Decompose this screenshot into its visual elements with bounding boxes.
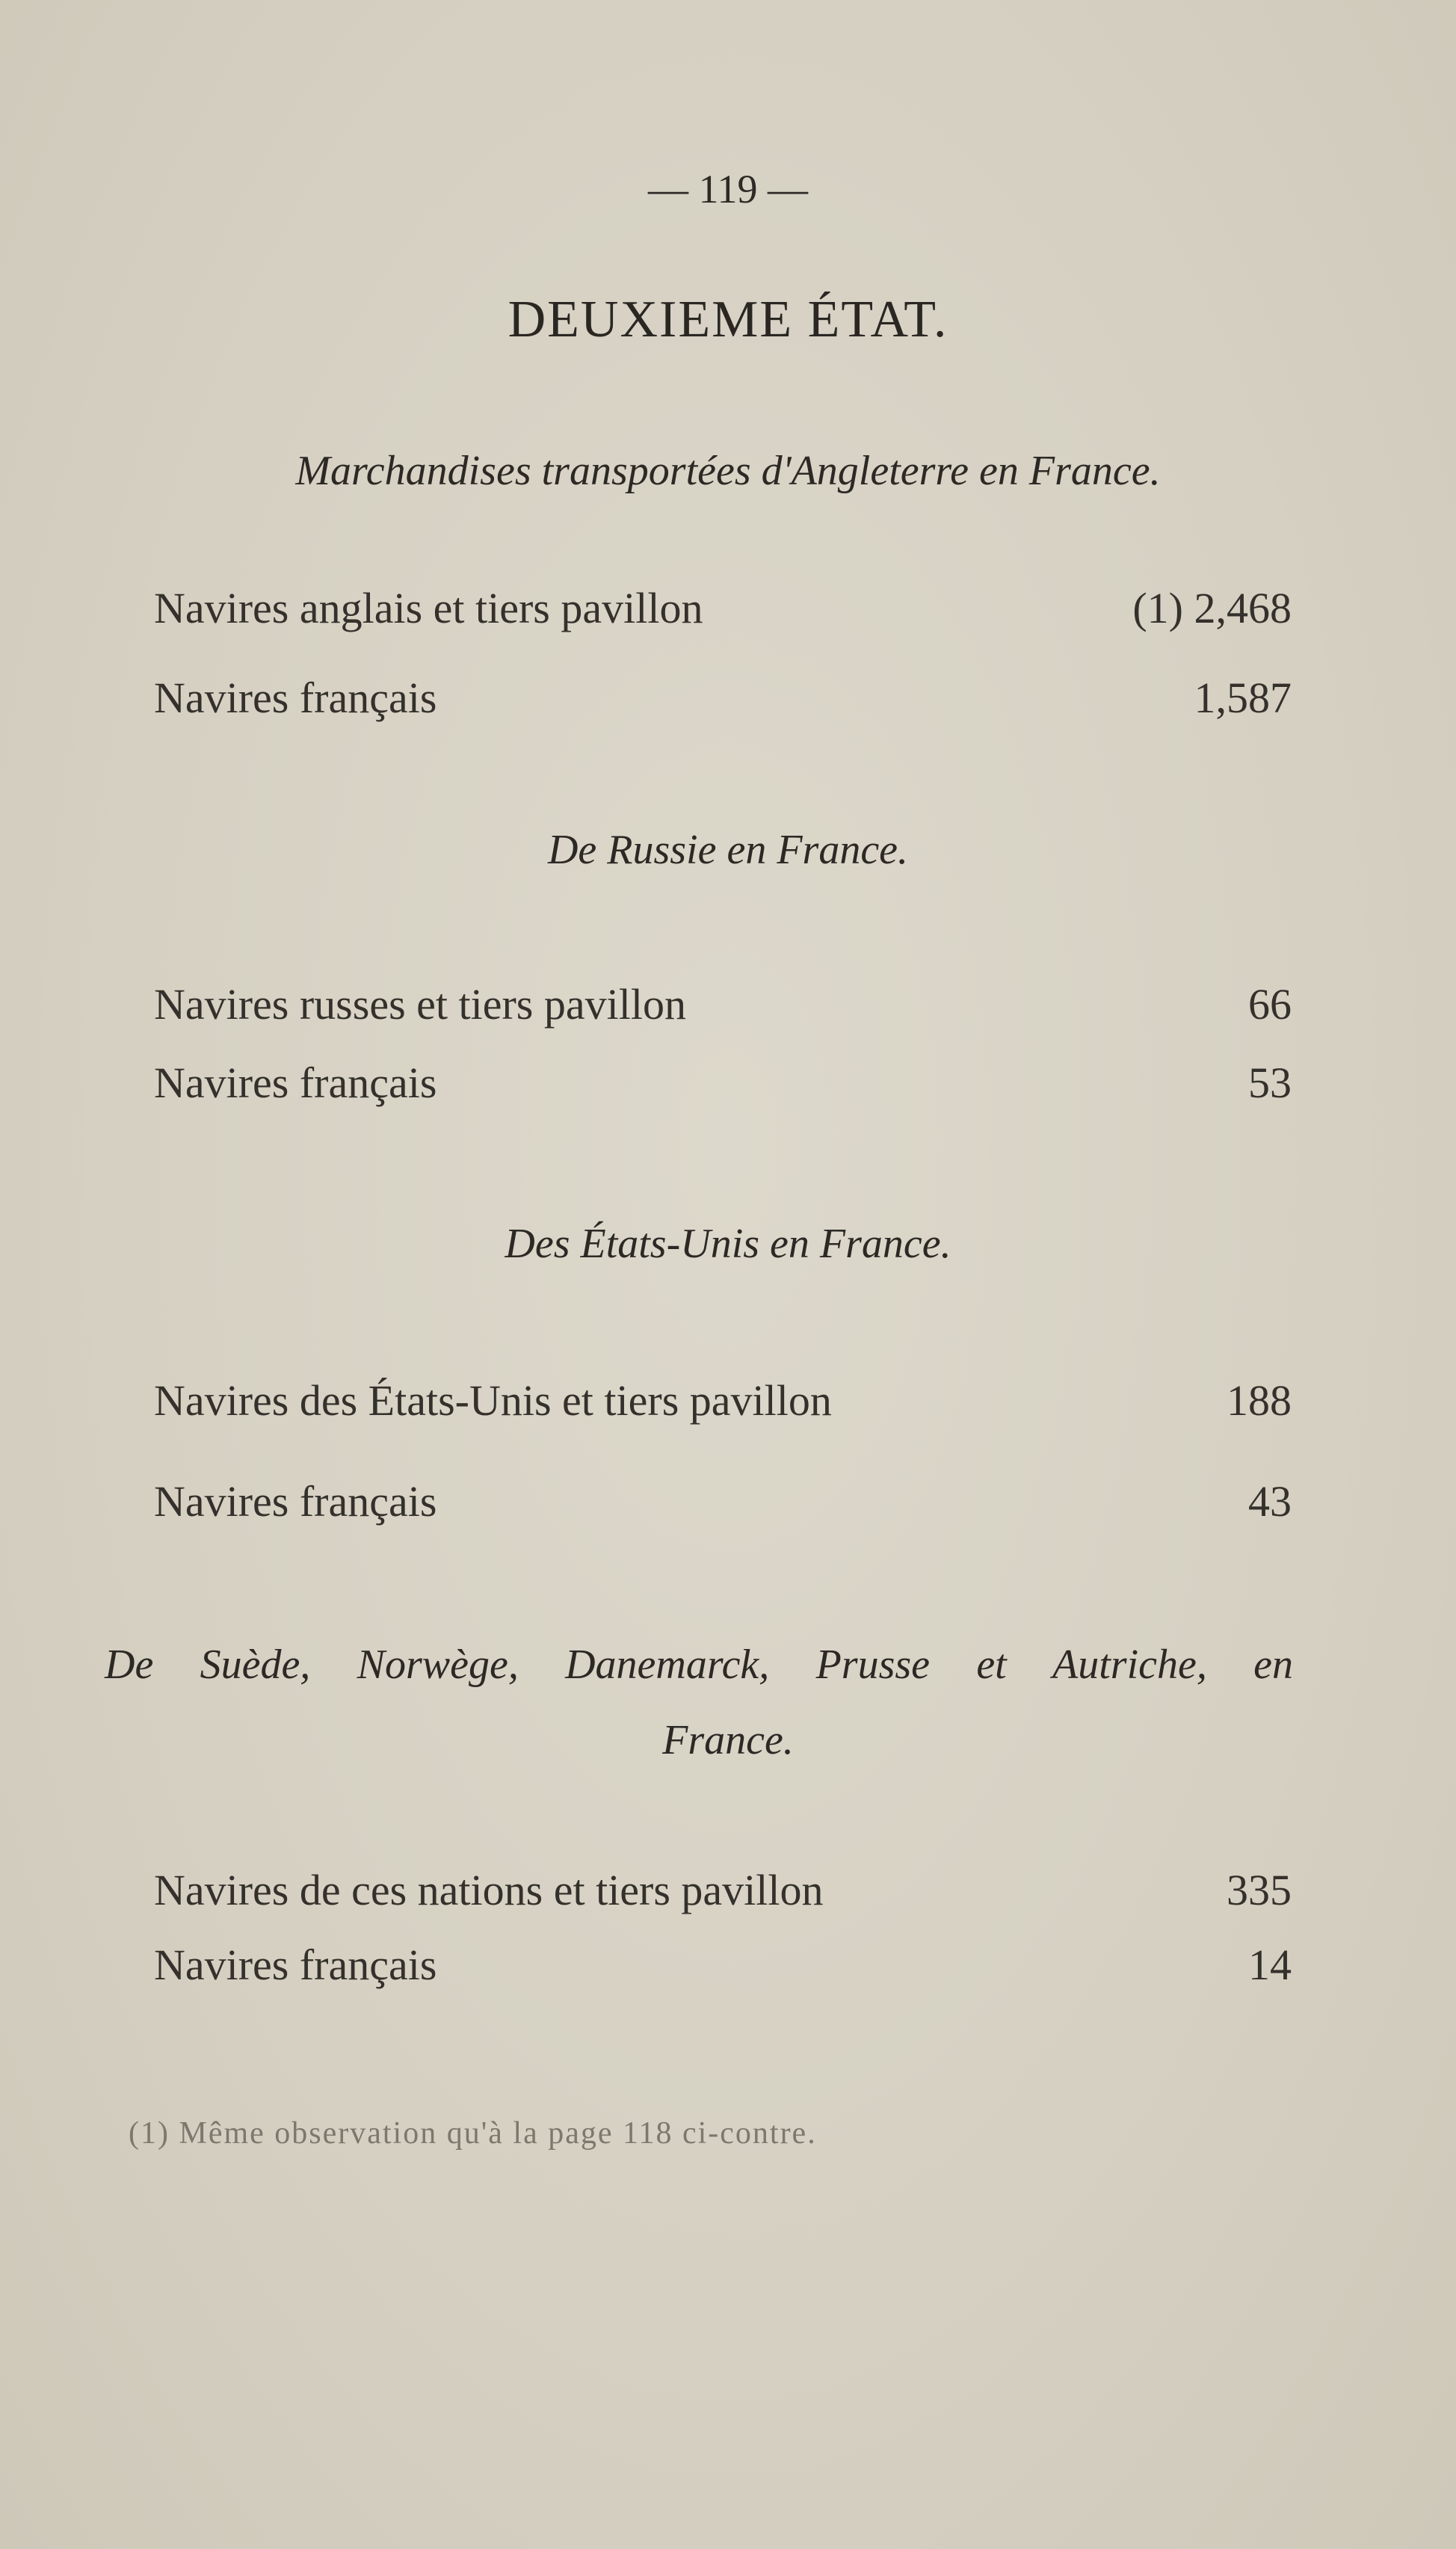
row-value: 53 xyxy=(1248,1058,1292,1107)
table-row xyxy=(154,979,1292,1029)
row-label: Navires anglais et tiers pavillon xyxy=(154,584,703,632)
table-row xyxy=(154,1476,1292,1526)
row-label: Navires français xyxy=(154,1058,437,1107)
row-label: Navires français xyxy=(154,1477,437,1526)
table-row xyxy=(154,1375,1292,1425)
table-row xyxy=(154,1865,1292,1915)
table-row xyxy=(154,673,1292,723)
row-value: 335 xyxy=(1227,1866,1292,1914)
row-value: 43 xyxy=(1248,1477,1292,1526)
page-heading: DEUXIEME ÉTAT. xyxy=(508,291,948,348)
row-label: Navires russes et tiers pavillon xyxy=(154,980,686,1029)
row-label: Navires français xyxy=(154,674,437,722)
row-value: (1) 2,468 xyxy=(1132,584,1292,632)
footnote: (1) Même observation qu'à la page 118 ci-contre. xyxy=(129,2116,817,2151)
row-label: Navires de ces nations et tiers pavillon xyxy=(154,1866,824,1914)
section-title-nations-nord: De Suède, Norwège, Danemarck, Prusse et Autriche, en xyxy=(105,1642,1293,1688)
section-title-nations-nord-line2: France. xyxy=(662,1717,794,1763)
row-value: 14 xyxy=(1248,1941,1292,1989)
row-label: Navires des États-Unis et tiers pavillon xyxy=(154,1376,832,1425)
section-title-angleterre: Marchandises transportées d'Angleterre en France. xyxy=(295,448,1161,494)
table-row xyxy=(154,1058,1292,1108)
row-value: 188 xyxy=(1227,1376,1292,1425)
section-title-etats-unis: Des États-Unis en France. xyxy=(505,1221,951,1267)
page-number: — 119 — xyxy=(648,167,808,212)
row-label: Navires français xyxy=(154,1941,437,1989)
row-value: 66 xyxy=(1248,980,1292,1029)
row-value: 1,587 xyxy=(1194,674,1292,722)
table-row xyxy=(154,1940,1292,1990)
section-title-russie: De Russie en France. xyxy=(547,827,909,873)
table-row xyxy=(154,583,1292,633)
